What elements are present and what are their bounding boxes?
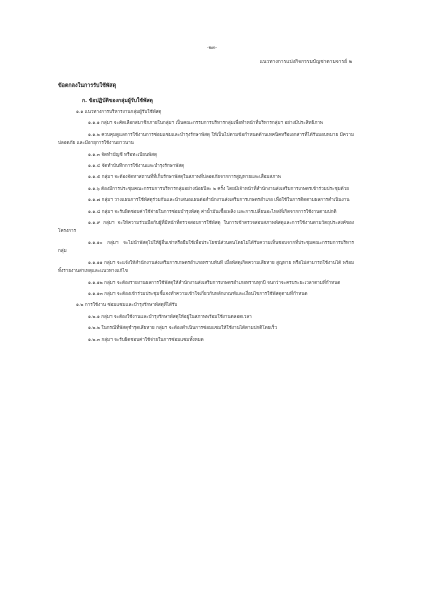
paragraph: ๑.๑.๗ กลุ่มฯ วางแผนการใช้พัสดุร่วมกันและนำเสนอแผนต่อสำนักงานส่งเสริมการเกษตรอำเภอ เพื่อใช้ในการติดตามผลการดำเนินงาน xyxy=(88,198,350,204)
paragraph-list xyxy=(58,109,354,345)
section-title: ข้อตกลงในการรับใช้พัสดุ xyxy=(58,83,117,89)
paragraph: ๑.๑.๑ กลุ่มฯ จะคัดเลือกสมาชิกภายในกลุ่มฯ เป็นคณะกรรมการบริหารกลุ่มเพื่อทำหน้าที่บริหารกลุ่มฯ อย่างมีประสิทธิภาพ xyxy=(88,121,323,127)
page-number: -๒๓- xyxy=(206,45,218,51)
paragraph: ๑.๒.๒ ในกรณีที่พัสดุชำรุดเสียหาย กลุ่มฯ จะต้องดำเนินการซ่อมแซมให้ใช้งานได้ตามปกติโดยเร็ว xyxy=(88,326,278,332)
paragraph: ๑.๑.๑๒ กลุ่มฯ จะต้องรายงานผลการใช้พัสดุให้สำนักงานส่งเสริมการเกษตรอำเภอทราบทุกปี จนกว่าจะครบระยะเวลาตามที่กำหนด xyxy=(88,280,341,286)
paragraph: ๑.๑.๑๓ กลุ่มฯ จะต้องเข้าร่วมประชุมชี้แจงทำความเข้าใจเกี่ยวกับหลักเกณฑ์และเงื่อนไขการใช้พัสดุตามที่กำหนด xyxy=(88,291,308,297)
paragraph: ๑.๒ การใช้งาน ซ่อมแซมและบำรุงรักษาพัสดุที่ได้รับ xyxy=(76,303,178,309)
paragraph: ๑.๑.๒ ควบคุมดูแลการใช้งานการซ่อมแซมและบำรุงรักษาพัสดุ ให้เป็นไปตามข้อกำหนดด้านเทคนิคหรือเอกสารที่ได้รับมอบหมาย มีความปลอดภัย และมีอายุการใช้งานยาวนาน xyxy=(58,132,354,147)
document-header: แนวทางการแบ่งกิจกรรมบัญชาตามจารย์ ๒ xyxy=(259,59,352,65)
document-body xyxy=(58,82,354,348)
paragraph: ๑.๒.๑ กลุ่มฯ จะต้องใช้งานและบำรุงรักษาพัสดุให้อยู่ในสภาพพร้อมใช้งานตลอดเวลา xyxy=(88,314,252,320)
sub-section-title: ก. ข้อปฏิบัติของกลุ่มผู้รับใช้พัสดุ xyxy=(82,98,153,104)
paragraph: ๑.๑.๑๑ กลุ่มฯ จะแจ้งให้สำนักงานส่งเสริมการเกษตรอำเภอทราบทันที เมื่อพัสดุเกิดความเสียหาย สูญหาย หรือไม่สามารถใช้งานได้ พร้อมทั้งรายงานสาเหตุและแนวทางแก้ไข xyxy=(58,260,354,275)
paragraph: ๑.๑.๖ ต้องมีการประชุมคณะกรรมการบริหารกลุ่มอย่างน้อยปีละ ๒ ครั้ง โดยมีเจ้าหน้าที่สำนักงานส่งเสริมการเกษตรเข้าร่วมประชุมด้วย xyxy=(88,186,349,192)
paragraph: ๑.๑.๑๐ กลุ่มฯ จะไม่นำพัสดุไปให้ผู้อื่นเช่าหรือยืมใช้เพื่อประโยชน์ส่วนตนโดยไม่ได้รับความเห็นชอบจากที่ประชุมคณะกรรมการบริหารกลุ่ม xyxy=(58,240,354,255)
paragraph: ๑.๑.๓ จัดทำบัญชี หรือทะเบียนพัสดุ xyxy=(88,152,157,158)
paragraph: ๑.๑ แนวทางการบริหารงานกลุ่มผู้รับใช้พัสดุ xyxy=(76,110,162,115)
paragraph: ๑.๑.๔ จัดทำบันทึกการใช้งานและบำรุงรักษาพัสดุ xyxy=(88,164,185,170)
paragraph: ๑.๑.๕ กลุ่มฯ จะต้องจัดหาสถานที่ที่เก็บรักษาพัสดุในสภาพที่ปลอดภัยจากการสูญหายและเสื่อมสภาพ xyxy=(88,175,281,181)
paragraph: ๑.๑.๘ กลุ่มฯ จะรับผิดชอบค่าใช้จ่ายในการซ่อมบำรุงพัสดุ ค่าน้ำมันเชื้อเพลิง และการเปลี่ยนอะไหล่ที่เกิดจากการใช้งานตามปกติ xyxy=(88,209,337,215)
paragraph: ๑.๑.๙ กลุ่มฯ จะให้ความร่วมมือกับผู้ที่มีหน้าที่ตรวจสอบการใช้พัสดุ ในการเข้าตรวจสอบสภาพพัสดุและการใช้งานตามวัตถุประสงค์ของโครงการ xyxy=(58,221,354,235)
paragraph: ๑.๒.๓ กลุ่มฯ จะรับผิดชอบค่าใช้จ่ายในการซ่อมแซมทั้งหมด xyxy=(88,337,204,343)
